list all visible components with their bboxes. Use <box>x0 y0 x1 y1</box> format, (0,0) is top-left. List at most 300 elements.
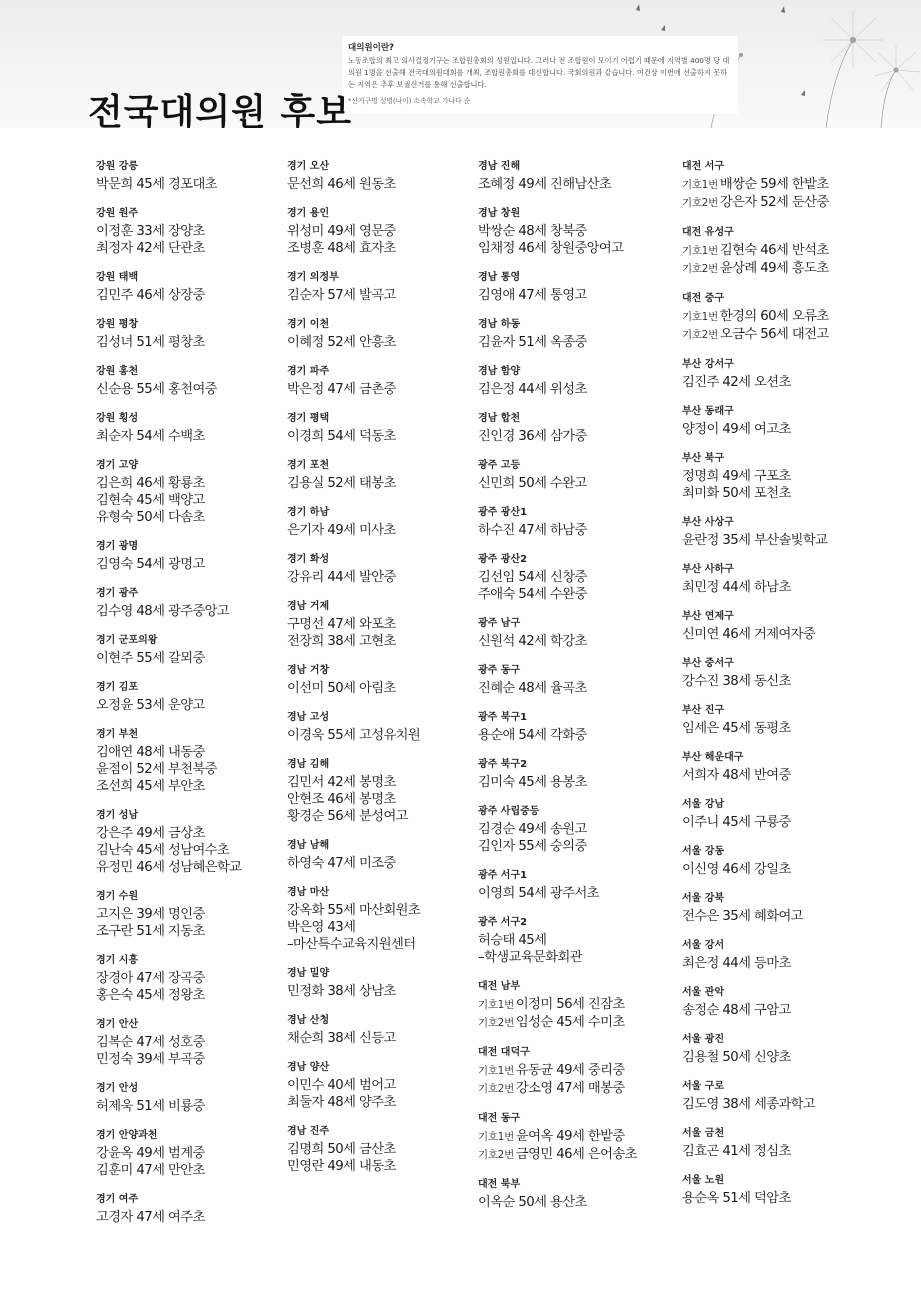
district-name: 경기 오산 <box>287 161 330 172</box>
candidate-entry <box>96 287 306 304</box>
district-block <box>478 916 688 966</box>
candidate-entry <box>96 923 306 940</box>
ballot-number: 기호1번 <box>478 1131 514 1143</box>
ballot-number: 기호2번 <box>682 329 718 341</box>
candidate-column-4 <box>682 160 892 1221</box>
candidate-text: 채순희 38세 신등고 <box>287 1031 396 1046</box>
district-name: 광주 서구2 <box>478 917 528 928</box>
district-name: 광주 서구1 <box>478 870 528 881</box>
district-name: 경기 김포 <box>96 682 139 693</box>
candidate-entry <box>287 223 497 240</box>
district-name: 경기 용인 <box>287 208 330 219</box>
candidate-text: 박은영 43세 <box>287 920 356 935</box>
district-block <box>96 1129 306 1179</box>
candidate-entry <box>682 308 892 326</box>
ballot-number: 기호2번 <box>682 263 718 275</box>
district-name: 경남 통영 <box>478 272 521 283</box>
candidate-entry <box>287 240 497 257</box>
candidate-text: 진인경 36세 삼가중 <box>478 429 587 444</box>
candidate-entry <box>287 428 497 445</box>
district-name: 경남 산청 <box>287 1015 330 1026</box>
district-block <box>682 358 892 391</box>
candidate-entry <box>96 842 306 859</box>
candidate-text: 김선임 54세 신창중 <box>478 570 587 585</box>
candidate-column-1 <box>96 160 306 1240</box>
ballot-number: 기호2번 <box>478 1083 514 1095</box>
district-name: 경남 진주 <box>287 1126 330 1137</box>
candidate-text: 이선미 50세 아림초 <box>287 681 396 696</box>
candidate-text: 이영희 54세 광주서초 <box>478 886 599 901</box>
candidate-entry <box>287 1094 497 1111</box>
candidate-text: 김영숙 54세 광명고 <box>96 557 205 572</box>
candidate-text: 강은자 52세 둔산중 <box>719 195 829 210</box>
candidate-text: 김현숙 45세 백양고 <box>96 493 205 508</box>
district-name: 서울 광진 <box>682 1034 725 1045</box>
district-name: 경남 창원 <box>478 208 521 219</box>
district-name: 부산 사상구 <box>682 517 734 528</box>
candidate-text: 박은정 47세 금촌중 <box>287 382 396 397</box>
candidate-entry <box>478 680 688 697</box>
candidate-text: 진혜순 48세 율곡초 <box>478 681 587 696</box>
district-block <box>96 634 306 667</box>
candidate-entry <box>478 1062 688 1080</box>
candidate-text: 강수진 38세 동신초 <box>682 674 791 689</box>
candidate-text: 안현조 46세 봉명초 <box>287 792 396 807</box>
district-block <box>96 459 306 526</box>
candidate-text: 최순자 54세 수백초 <box>96 429 205 444</box>
district-name: 경남 남해 <box>287 840 330 851</box>
candidate-text: 이주니 45세 구룡중 <box>682 815 791 830</box>
candidate-entry <box>478 586 688 603</box>
candidate-entry <box>96 334 306 351</box>
ballot-number: 기호2번 <box>682 197 718 209</box>
candidate-text: 이정훈 33세 장양초 <box>96 224 205 239</box>
district-name: 서울 관악 <box>682 987 725 998</box>
candidate-entry <box>478 381 688 398</box>
candidate-entry <box>682 955 892 972</box>
candidate-text: 김은정 44세 위성초 <box>478 382 587 397</box>
district-block <box>287 207 497 257</box>
candidate-entry <box>682 532 892 549</box>
candidate-text: 정명희 49세 구포초 <box>682 469 791 484</box>
candidate-entry <box>682 1002 892 1019</box>
candidate-text: 고경자 47세 여주초 <box>96 1210 205 1225</box>
district-name: 서울 노원 <box>682 1175 725 1186</box>
candidate-text: 김용실 52세 태봉초 <box>287 476 396 491</box>
district-name: 서울 강동 <box>682 846 725 857</box>
ballot-number: 기호1번 <box>478 1065 514 1077</box>
candidate-entry <box>96 176 306 193</box>
candidate-entry <box>682 626 892 643</box>
district-name: 경기 광주 <box>96 588 139 599</box>
district-block <box>287 886 497 953</box>
district-block <box>478 664 688 697</box>
info-title: 대의원이란? <box>348 43 394 53</box>
candidate-entry <box>478 1146 688 1164</box>
candidate-text: 이옥순 50세 용산초 <box>478 1195 587 1210</box>
district-block <box>287 412 497 445</box>
candidate-entry <box>287 727 497 744</box>
district-block <box>682 1174 892 1207</box>
candidate-entry <box>96 1051 306 1068</box>
candidate-entry <box>478 633 688 650</box>
candidate-text: 신민희 50세 수완고 <box>478 476 587 491</box>
candidate-entry <box>96 761 306 778</box>
candidate-entry <box>682 260 892 278</box>
candidate-text: 김진주 42세 오션초 <box>682 375 791 390</box>
district-name: 경남 고성 <box>287 712 330 723</box>
candidate-entry <box>96 859 306 876</box>
candidate-entry <box>682 1049 892 1066</box>
ballot-number: 기호2번 <box>478 1017 514 1029</box>
district-block <box>96 160 306 193</box>
district-name: 강원 원주 <box>96 208 139 219</box>
district-name: 경남 하동 <box>478 319 521 330</box>
district-name: 서울 금천 <box>682 1128 725 1139</box>
candidate-entry <box>478 334 688 351</box>
district-name: 경남 거제 <box>287 601 330 612</box>
candidate-text: 김민주 46세 상장중 <box>96 288 205 303</box>
candidate-entry <box>478 949 688 966</box>
district-block <box>682 1033 892 1066</box>
district-name: 경남 양산 <box>287 1062 330 1073</box>
candidate-text: 유동균 49세 중리중 <box>515 1063 625 1078</box>
district-name: 서울 강북 <box>682 893 725 904</box>
candidate-entry <box>287 983 497 1000</box>
district-block <box>682 226 892 278</box>
candidate-text: 이신영 46세 강일초 <box>682 862 791 877</box>
candidate-text: 김수영 48세 광주중앙고 <box>96 604 230 619</box>
candidate-text: 고지은 39세 명인중 <box>96 907 205 922</box>
candidate-text: 송정순 48세 구암고 <box>682 1003 791 1018</box>
district-block <box>682 563 892 596</box>
candidate-entry <box>96 650 306 667</box>
candidate-text: 한경의 60세 오류초 <box>719 309 829 324</box>
candidate-text: 유형숙 50세 다솜초 <box>96 510 205 525</box>
candidate-entry <box>287 791 497 808</box>
candidate-text: 조병훈 48세 효자초 <box>287 241 396 256</box>
district-block <box>287 711 497 744</box>
district-block <box>96 540 306 573</box>
candidate-entry <box>287 855 497 872</box>
district-block <box>96 587 306 620</box>
candidate-text: 김영애 47세 통영고 <box>478 288 587 303</box>
candidate-entry <box>478 176 688 193</box>
district-block <box>287 506 497 539</box>
district-block <box>96 1082 306 1115</box>
candidate-entry <box>478 1128 688 1146</box>
district-block <box>96 1018 306 1068</box>
district-block <box>682 1080 892 1113</box>
district-name: 경기 안양과천 <box>96 1130 158 1141</box>
district-block <box>682 845 892 878</box>
district-block <box>96 809 306 876</box>
candidate-entry <box>96 381 306 398</box>
district-block <box>682 892 892 925</box>
candidate-entry <box>478 240 688 257</box>
candidate-text: 이현주 55세 갈뫼중 <box>96 651 205 666</box>
district-name: 부산 해운대구 <box>682 752 744 763</box>
district-name: 경기 평택 <box>287 413 330 424</box>
district-block <box>478 412 688 445</box>
candidate-entry <box>96 603 306 620</box>
district-block <box>287 271 497 304</box>
candidate-entry <box>287 522 497 539</box>
candidate-entry <box>96 1162 306 1179</box>
candidate-entry <box>478 996 688 1014</box>
candidate-text: 은기자 49세 미사초 <box>287 523 396 538</box>
ballot-number: 기호1번 <box>682 311 718 323</box>
district-name: 서울 구로 <box>682 1081 725 1092</box>
district-name: 대전 동구 <box>478 1113 521 1124</box>
district-block <box>682 292 892 344</box>
district-name: 부산 중서구 <box>682 658 734 669</box>
district-block <box>478 1112 688 1164</box>
candidate-entry <box>96 778 306 795</box>
candidate-entry <box>96 987 306 1004</box>
candidate-entry <box>287 808 497 825</box>
district-block <box>478 758 688 791</box>
candidate-text: 전장희 38세 고현초 <box>287 634 396 649</box>
district-name: 광주 북구2 <box>478 759 528 770</box>
district-name: 서울 강서 <box>682 940 725 951</box>
candidate-entry <box>96 428 306 445</box>
candidate-text: 김도영 38세 세종과학고 <box>682 1097 816 1112</box>
candidate-text: 이경욱 55세 고성유치원 <box>287 728 421 743</box>
page-title: 전국대의원 후보 <box>88 91 352 128</box>
district-block <box>682 939 892 972</box>
district-block <box>682 452 892 502</box>
candidate-text: 이정미 56세 진잠초 <box>515 997 625 1012</box>
candidate-text: 신미연 46세 거제여자중 <box>682 627 816 642</box>
district-name: 광주 광산1 <box>478 507 528 518</box>
district-name: 경남 김해 <box>287 759 330 770</box>
candidate-entry <box>96 1145 306 1162</box>
district-block <box>478 1178 688 1211</box>
candidate-text: 강은주 49세 금상초 <box>96 826 205 841</box>
candidate-text: 김성녀 51세 평창초 <box>96 335 205 350</box>
district-block <box>287 967 497 1000</box>
candidate-entry <box>96 475 306 492</box>
candidate-entry <box>287 680 497 697</box>
candidate-text: 하수진 47세 하남중 <box>478 523 587 538</box>
candidate-text: 민정숙 39세 부곡중 <box>96 1052 205 1067</box>
info-body: 노동조합의 최고 의사결정기구는 조합원총회의 성원입니다. 그러나 전 조합원이 모이기 어렵기 때문에 지역별 400명 당 대의원 1명을 선출해 전국대의원대회를 개최, 조합원총회를 대신합니다. 국회의원과 같습니다. 여건상 이번에 선출하지 못하는 지역은 추후 보궐선거를 통해 선출합니다. <box>348 56 730 89</box>
candidate-entry <box>287 1030 497 1047</box>
candidate-entry <box>682 242 892 260</box>
district-name: 경기 하남 <box>287 507 330 518</box>
candidate-text: 김명희 50세 금산초 <box>287 1142 396 1157</box>
candidate-text: 강윤옥 49세 범계중 <box>96 1146 205 1161</box>
district-block <box>96 890 306 940</box>
district-block <box>287 1061 497 1111</box>
candidate-entry <box>682 579 892 596</box>
candidate-entry <box>287 381 497 398</box>
district-name: 경기 광명 <box>96 541 139 552</box>
district-name: 경남 밀양 <box>287 968 330 979</box>
district-name: 경기 안성 <box>96 1083 139 1094</box>
candidate-text: 금영민 46세 은어송초 <box>515 1147 637 1162</box>
district-name: 경기 이천 <box>287 319 330 330</box>
candidate-text: 김민서 42세 봉명초 <box>287 775 396 790</box>
district-name: 대전 유성구 <box>682 227 734 238</box>
district-block <box>287 1014 497 1047</box>
district-block <box>96 318 306 351</box>
candidate-text: 임성순 45세 수미초 <box>515 1015 625 1030</box>
district-block <box>287 758 497 825</box>
district-name: 대전 대덕구 <box>478 1047 530 1058</box>
district-name: 경기 화성 <box>287 554 330 565</box>
candidate-text: 최둘자 48세 양주초 <box>287 1095 396 1110</box>
candidate-text: 전수은 35세 혜화여고 <box>682 909 803 924</box>
candidate-entry <box>287 176 497 193</box>
candidate-entry <box>478 821 688 838</box>
district-name: 경기 부천 <box>96 729 139 740</box>
district-block <box>682 516 892 549</box>
candidate-entry <box>96 492 306 509</box>
candidate-entry <box>478 1194 688 1211</box>
candidate-entry <box>96 1034 306 1051</box>
candidate-entry <box>478 932 688 949</box>
district-name: 경기 수원 <box>96 891 139 902</box>
candidate-entry <box>478 223 688 240</box>
district-block <box>682 657 892 690</box>
candidate-entry <box>478 475 688 492</box>
candidate-text: 강소영 47세 매봉중 <box>515 1081 625 1096</box>
candidate-text: 김미숙 45세 용봉초 <box>478 775 587 790</box>
candidate-entry <box>96 906 306 923</box>
district-block <box>287 1125 497 1175</box>
ballot-number: 기호1번 <box>682 179 718 191</box>
candidate-entry <box>287 633 497 650</box>
district-name: 강원 태백 <box>96 272 139 283</box>
candidate-entry <box>478 428 688 445</box>
candidate-entry <box>682 326 892 344</box>
ballot-number: 기호2번 <box>478 1149 514 1161</box>
candidate-text: 문선희 46세 원동초 <box>287 177 396 192</box>
candidate-entry <box>96 509 306 526</box>
candidate-entry <box>96 223 306 240</box>
district-block <box>478 1046 688 1098</box>
district-name: 부산 진구 <box>682 705 725 716</box>
district-name: 경남 함양 <box>478 366 521 377</box>
candidate-entry <box>682 1143 892 1160</box>
candidate-entry <box>96 556 306 573</box>
district-name: 경기 고양 <box>96 460 139 471</box>
candidate-text: 서희자 48세 반여중 <box>682 768 791 783</box>
district-name: 부산 연제구 <box>682 611 734 622</box>
candidate-entry <box>478 838 688 855</box>
candidate-text: 홍은숙 45세 정왕초 <box>96 988 205 1003</box>
candidate-text: 김난숙 45세 성남여수초 <box>96 843 230 858</box>
candidate-text: 조혜정 49세 진해남산초 <box>478 177 612 192</box>
candidate-entry <box>478 1014 688 1032</box>
candidate-text: 윤점이 52세 부천북중 <box>96 762 217 777</box>
candidate-text: 최정자 42세 단관초 <box>96 241 205 256</box>
district-block <box>478 711 688 744</box>
candidate-text: 장경아 47세 장곡중 <box>96 971 205 986</box>
district-block <box>478 365 688 398</box>
candidate-text: 임세은 45세 동평초 <box>682 721 791 736</box>
candidate-entry <box>287 475 497 492</box>
district-block <box>287 839 497 872</box>
candidate-text: 윤상례 49세 흥도초 <box>719 261 829 276</box>
candidate-text: 윤여옥 49세 한밭중 <box>515 1129 625 1144</box>
candidate-text: 김현숙 46세 반석초 <box>719 243 829 258</box>
candidate-text: 하영숙 47세 미조중 <box>287 856 396 871</box>
candidate-entry <box>287 569 497 586</box>
candidate-entry <box>478 774 688 791</box>
district-name: 광주 남구 <box>478 618 521 629</box>
district-block <box>682 751 892 784</box>
district-block <box>96 1193 306 1226</box>
candidate-text: 이경희 54세 덕동초 <box>287 429 396 444</box>
district-name: 대전 서구 <box>682 161 725 172</box>
candidate-text: 이혜정 52세 안흥초 <box>287 335 396 350</box>
candidate-entry <box>96 1098 306 1115</box>
candidate-entry <box>96 825 306 842</box>
candidate-text: 민영란 49세 내동초 <box>287 1159 396 1174</box>
candidate-text: 유정민 46세 성남혜은학교 <box>96 860 242 875</box>
district-block <box>287 600 497 650</box>
candidate-text: 양정이 49세 여고초 <box>682 422 791 437</box>
candidate-entry <box>682 908 892 925</box>
district-name: 부산 동래구 <box>682 406 734 417</box>
district-block <box>478 617 688 650</box>
candidate-text: –학생교육문화회관 <box>478 950 583 965</box>
district-block <box>478 271 688 304</box>
district-block <box>478 980 688 1032</box>
district-block <box>478 805 688 855</box>
candidate-text: 김은희 46세 황룡초 <box>96 476 205 491</box>
district-block <box>682 704 892 737</box>
candidate-text: 김효곤 41세 정심초 <box>682 1144 791 1159</box>
candidate-entry <box>478 1080 688 1098</box>
info-box <box>342 36 738 114</box>
candidate-text: 오정윤 53세 운양고 <box>96 698 205 713</box>
district-name: 강원 평창 <box>96 319 139 330</box>
district-name: 경기 시흥 <box>96 955 139 966</box>
candidate-text: 주애숙 54세 수완중 <box>478 587 587 602</box>
candidate-text: 용순옥 51세 덕암초 <box>682 1191 791 1206</box>
ballot-number: 기호1번 <box>478 999 514 1011</box>
district-name: 강원 횡성 <box>96 413 139 424</box>
candidate-text: 김순자 57세 발곡고 <box>287 288 396 303</box>
candidate-text: 조구란 51세 지동초 <box>96 924 205 939</box>
candidate-entry <box>478 569 688 586</box>
district-block <box>682 986 892 1019</box>
district-name: 경기 포천 <box>287 460 330 471</box>
candidate-text: 강옥화 55세 마산회원초 <box>287 903 421 918</box>
candidate-entry <box>287 902 497 919</box>
district-name: 대전 북부 <box>478 1179 521 1190</box>
district-block <box>478 160 688 193</box>
candidate-column-3 <box>478 160 688 1225</box>
district-name: 경남 마산 <box>287 887 330 898</box>
candidate-text: 박쌍순 48세 창북중 <box>478 224 587 239</box>
candidate-entry <box>96 970 306 987</box>
district-name: 부산 강서구 <box>682 359 734 370</box>
district-name: 경기 여주 <box>96 1194 139 1205</box>
candidate-entry <box>287 1077 497 1094</box>
district-block <box>478 207 688 257</box>
district-block <box>682 405 892 438</box>
candidate-text: 김경순 49세 송원고 <box>478 822 587 837</box>
candidate-entry <box>682 485 892 502</box>
candidate-text: 김윤자 51세 옥종중 <box>478 335 587 350</box>
candidate-text: 위성미 49세 영문중 <box>287 224 396 239</box>
district-block <box>96 207 306 257</box>
